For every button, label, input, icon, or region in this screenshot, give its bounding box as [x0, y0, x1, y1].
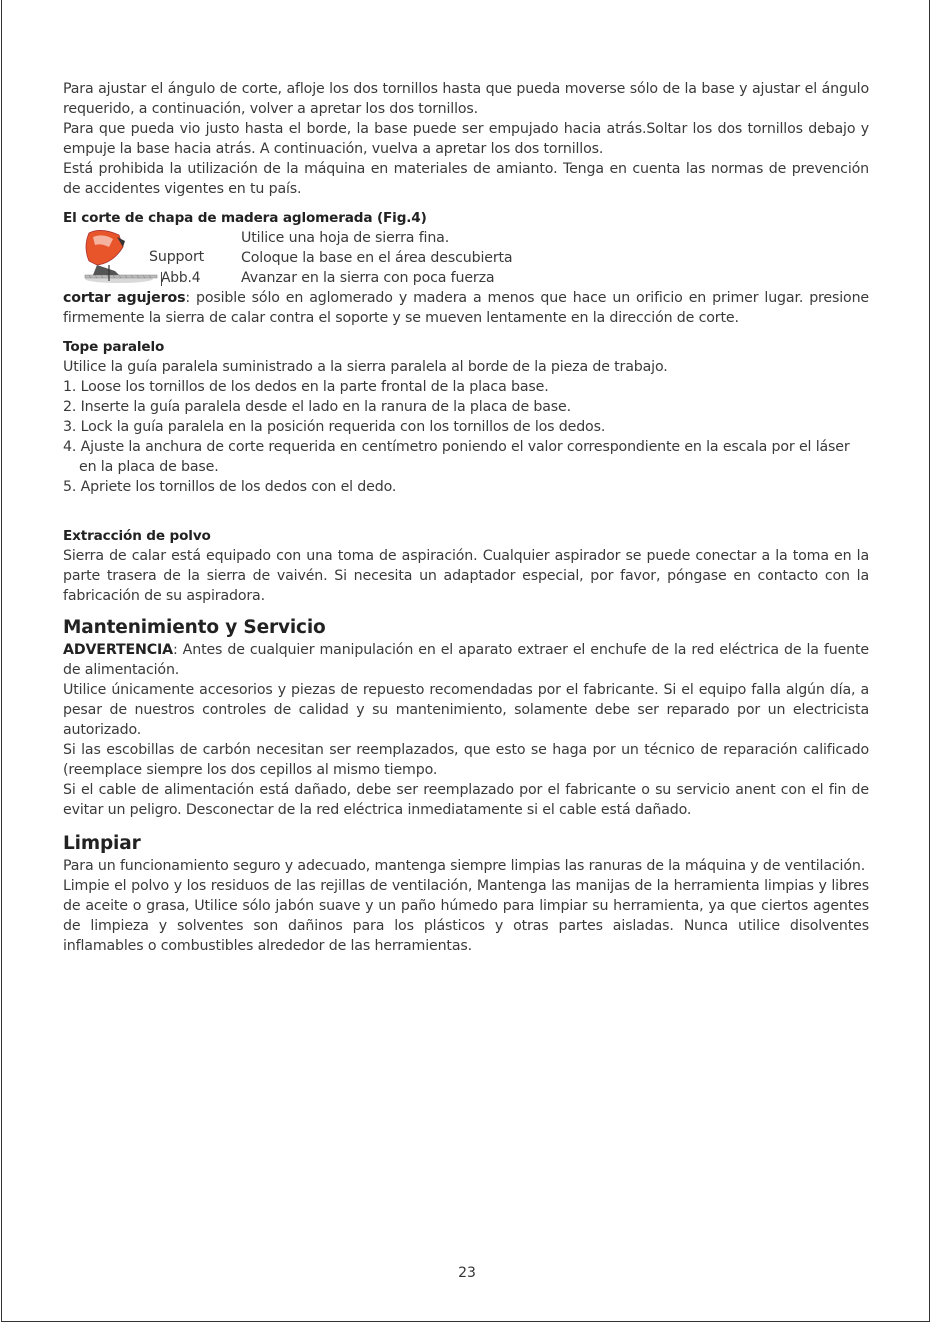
- limpiar-paragraph: Para un funcionamiento seguro y adecuado, mantenga siempre limpias las ranuras de la máquina y de ventilación.: [63, 858, 866, 874]
- page-content: [63, 79, 869, 956]
- polvo-text: Sierra de calar está equipado con una toma de aspiración. Cualquier aspirador se puede conectar a la toma en la parte trasera de la sierra de vaivén. Si necesita un adaptador especial, por favor, póngase en contacto con la fabricación de su aspiradora.: [63, 548, 869, 604]
- chapa-heading: El corte de chapa de madera aglomerada (Fig.4): [63, 210, 427, 226]
- intro-paragraph-1: Para ajustar el ángulo de corte, afloje los dos tornillos hasta que pueda moverse sólo de la base y ajustar el ángulo requerido, a continuación, volver a apretar los dos tornillos.: [63, 81, 869, 117]
- support-label: Support: [149, 249, 205, 265]
- figure-caption: Abb.4: [161, 270, 201, 286]
- tope-steps: [63, 377, 869, 497]
- mantenimiento-paragraph: Si las escobillas de carbón necesitan ser reemplazados, que esto se haga por un técnico de reparación calificado (reemplace siempre los dos cepillos al mismo tiempo.: [63, 742, 869, 778]
- warning-term: ADVERTENCIA: [63, 642, 173, 658]
- polvo-heading: Extracción de polvo: [63, 528, 211, 544]
- page-number: 23: [458, 1265, 476, 1281]
- list-item: 2. Inserte la guía paralela desde el lado en la ranura de la placa de base.: [63, 399, 571, 415]
- chapa-instructions: [241, 228, 512, 288]
- mantenimiento-heading: Mantenimiento y Servicio: [63, 617, 326, 638]
- mantenimiento-paragraph: Utilice únicamente accesorios y piezas de repuesto recomendadas por el fabricante. Si el equipo falla algún día, a pesar de nuestros controles de calidad y su mantenimiento, solamente debe ser reparado por un electricista autorizado.: [63, 682, 869, 738]
- list-item: 3. Lock la guía paralela en la posición requerida con los tornillos de los dedos.: [63, 419, 606, 435]
- limpiar-heading: Limpiar: [63, 833, 141, 854]
- tope-intro: Utilice la guía paralela suministrado a la sierra paralela al borde de la pieza de trabajo.: [63, 359, 668, 375]
- agujeros-paragraph: [63, 288, 869, 328]
- tope-heading: Tope paralelo: [63, 339, 165, 355]
- chapa-line: Utilice una hoja de sierra fina.: [241, 230, 450, 246]
- list-item: 5. Apriete los tornillos de los dedos con el dedo.: [63, 479, 397, 495]
- figure-4: [63, 228, 869, 288]
- intro-paragraph-2: Para que pueda vio justo hasta el borde, la base puede ser empujado hacia atrás.Soltar los dos tornillos debajo y empuje la base hacia atrás. A continuación, vuelva a apretar los dos tornillos.: [63, 121, 869, 157]
- warning-paragraph: [63, 640, 869, 680]
- agujeros-term: cortar agujeros: [63, 290, 186, 306]
- list-item: 4. Ajuste la anchura de corte requerida en centímetro poniendo el valor correspondiente en la escala por el láser en la placa de base.: [63, 439, 850, 475]
- chapa-line: Avanzar en la sierra con poca fuerza: [241, 270, 495, 286]
- intro-paragraph-3: Está prohibida la utilización de la máquina en materiales de amianto. Tenga en cuenta las normas de prevención de accidentes vigentes en tu país.: [63, 161, 869, 197]
- agujeros-text: : posible sólo en aglomerado y madera a menos que hace un orificio en primer lugar. presione firmemente la sierra de calar contra el soporte y se mueven lentamente en la dirección de corte.: [63, 290, 869, 326]
- chapa-line: Coloque la base en el área descubierta: [241, 250, 513, 266]
- limpiar-paragraph: Limpie el polvo y los residuos de las rejillas de ventilación, Mantenga las manijas de la herramienta limpias y libres de aceite o grasa, Utilice sólo jabón suave y un paño húmedo para limpiar su herramienta, ya que ciertos agentes de limpieza y solventes son dañinos para los plásticos y otras partes aisladas. Nunca utilice disolventes inflamables o combustibles alrededor de las herramientas.: [63, 878, 869, 954]
- list-item: 1. Loose los tornillos de los dedos en la parte frontal de la placa base.: [63, 379, 549, 395]
- warning-text: : Antes de cualquier manipulación en el aparato extraer el enchufe de la red eléctrica de la fuente de alimentación.: [63, 642, 869, 678]
- mantenimiento-paragraph: Si el cable de alimentación está dañado, debe ser reemplazado por el fabricante o su servicio anent con el fin de evitar un peligro. Desconectar de la red eléctrica inmediatamente si el cable está dañado.: [63, 782, 869, 818]
